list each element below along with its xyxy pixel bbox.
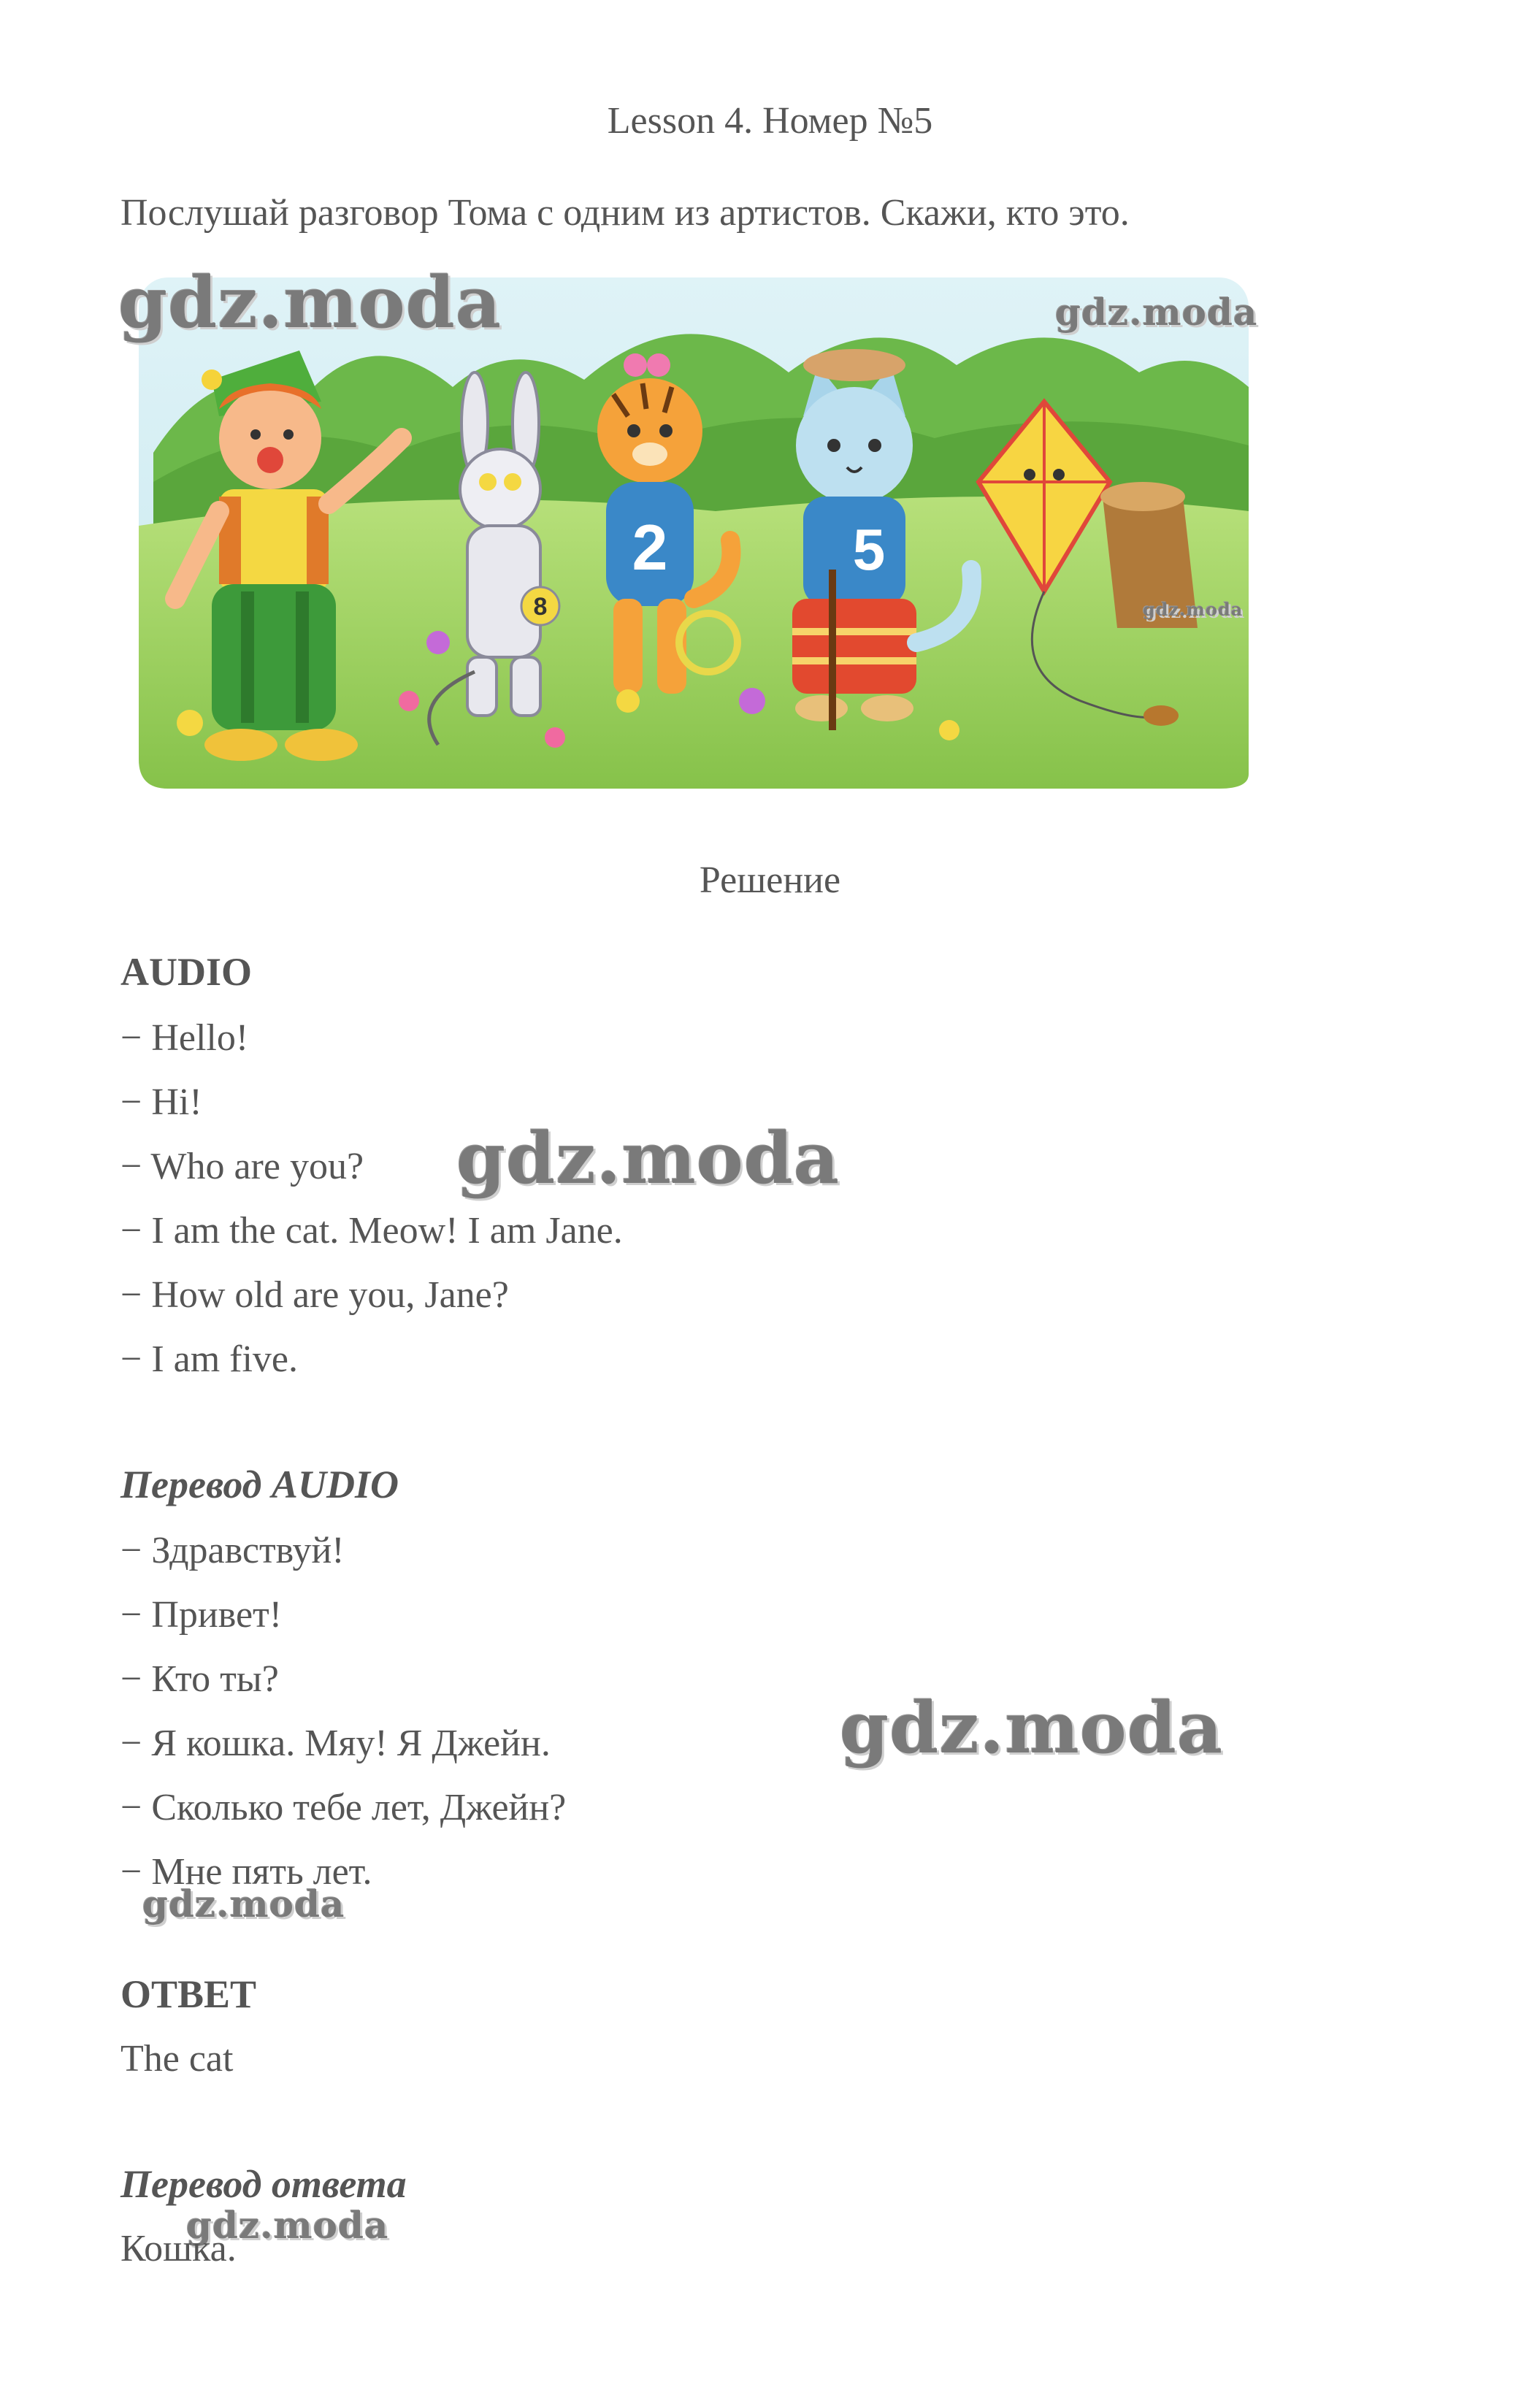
robot-number: 8 (533, 593, 548, 621)
watermark-logo: gdz.moda (456, 1117, 840, 1200)
audio-title: AUDIO (120, 950, 253, 994)
dialogue-line: − Who are you? (120, 1146, 364, 1187)
page-title: Lesson 4. Номер №5 (607, 100, 933, 142)
dialogue-line: − Сколько тебе лет, Джейн? (120, 1787, 567, 1828)
watermark-logo: gdz.moda (1143, 599, 1244, 620)
watermark-logo: gdz.moda (1055, 291, 1258, 334)
solution-heading: Решение (699, 859, 841, 901)
dialogue-line: − How old are you, Jane? (120, 1274, 509, 1316)
watermark-logo: gdz.moda (118, 261, 502, 344)
translation-audio-dialogue (120, 1519, 566, 1904)
translation-answer-text: Кошка. (120, 2228, 237, 2269)
dialogue-line: − Кто ты? (120, 1658, 279, 1700)
watermark-logo: gdz.moda (186, 2204, 389, 2247)
dialogue-line: − Hi! (120, 1081, 202, 1123)
cat-shirt-number: 5 (852, 517, 886, 582)
dialogue-line: − Привет! (120, 1594, 283, 1636)
dialogue-line: − I am the cat. Meow! I am Jane. (120, 1210, 623, 1252)
task-instruction: Послушай разговор Тома с одним из артистов. Скажи, кто это. (120, 192, 1130, 234)
cartoon-illustration (131, 263, 1256, 803)
translation-audio-title: Перевод AUDIO (120, 1463, 399, 1506)
translation-answer-title: Перевод ответа (120, 2162, 407, 2206)
answer-text: The cat (120, 2038, 234, 2080)
dialogue-line: − Я кошка. Мяу! Я Джейн. (120, 1723, 551, 1764)
answer-title: ОТВЕТ (120, 1972, 257, 2016)
dialogue-line: − Здравствуй! (120, 1530, 345, 1571)
watermark-logo: gdz.moda (840, 1687, 1224, 1769)
dialogue-line: − Hello! (120, 1017, 249, 1059)
tiger-shirt-number: 2 (632, 511, 668, 583)
dialogue-line: − Мне пять лет. (120, 1851, 372, 1893)
watermark-logo: gdz.moda (142, 1882, 345, 1926)
dialogue-line: − I am five. (120, 1338, 299, 1380)
